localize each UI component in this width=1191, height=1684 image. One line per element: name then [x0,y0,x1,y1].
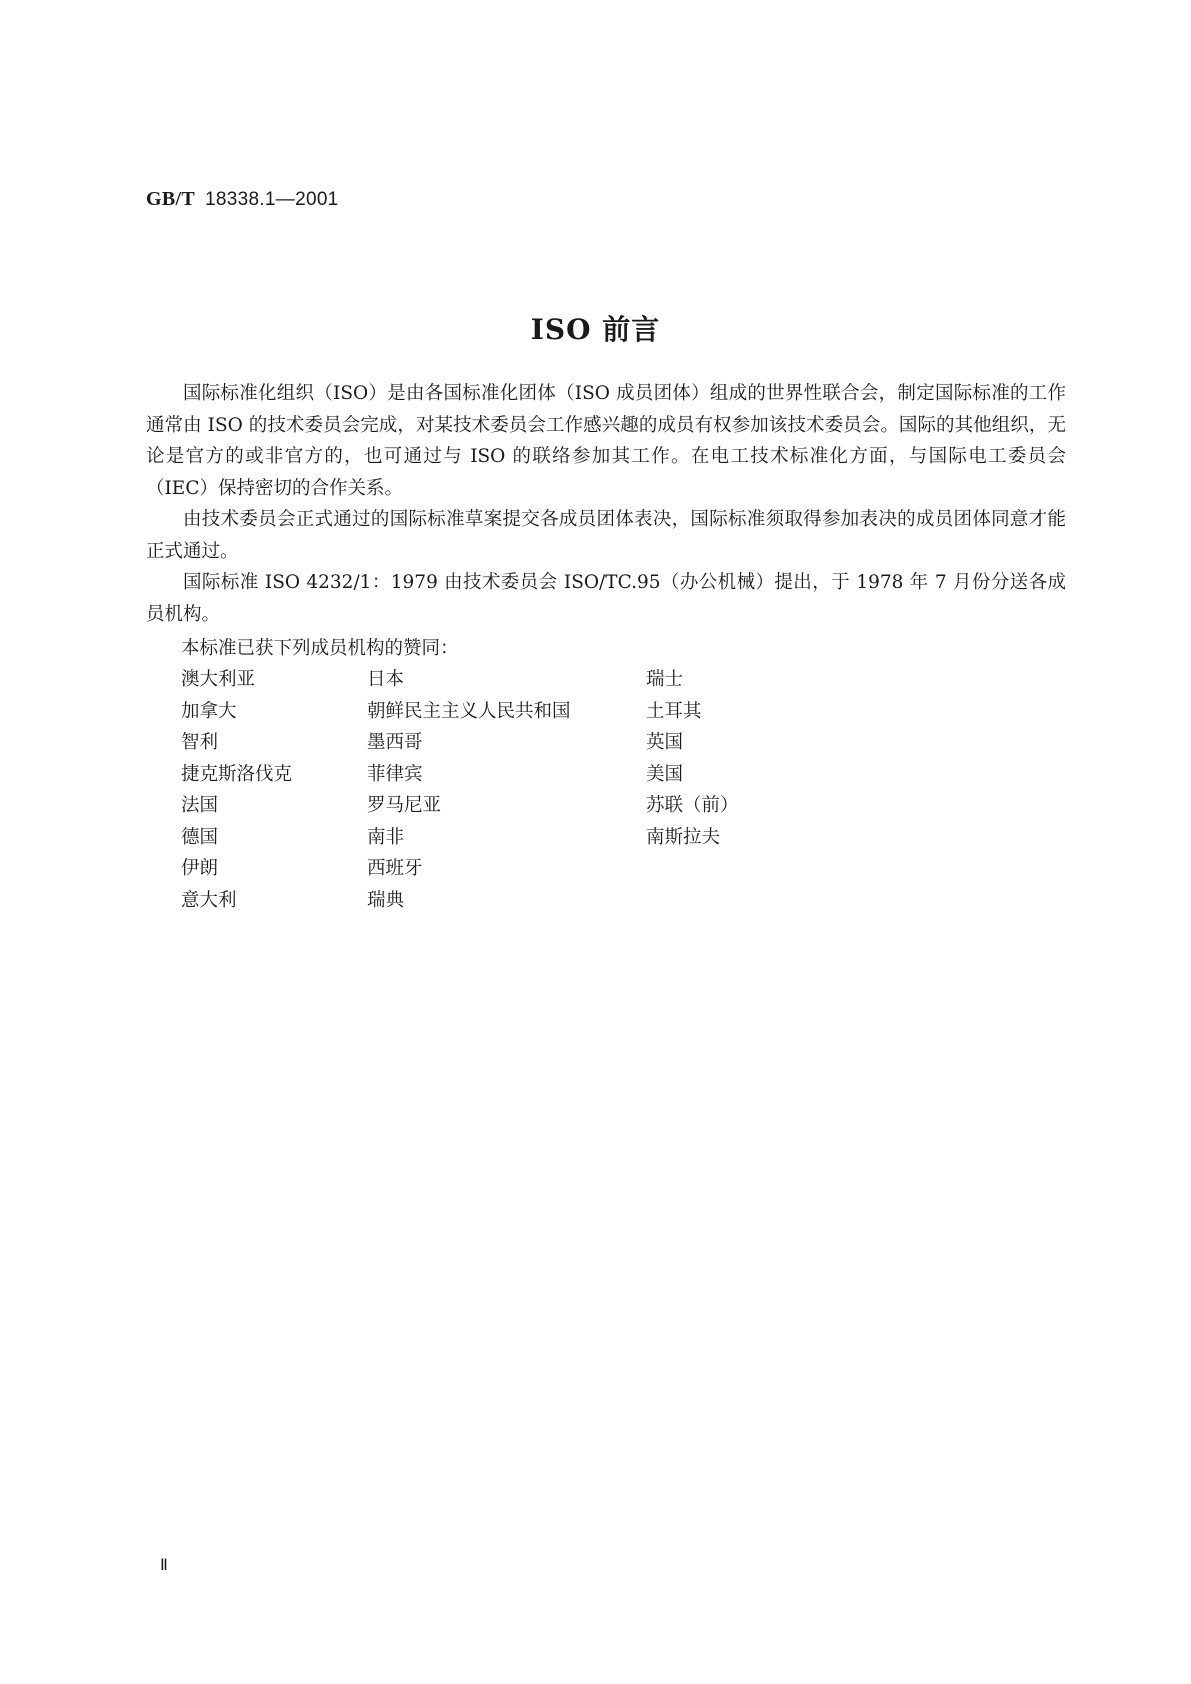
member-item: 墨西哥 [367,732,423,753]
standard-prefix: GB/T [146,188,195,210]
member-item: 朝鲜民主主义人民共和国 [367,700,571,722]
member-item: 智利 [181,732,219,753]
member-item: 南斯拉夫 [646,826,721,848]
member-item: 加拿大 [181,700,237,722]
member-item: 罗马尼亚 [367,795,442,816]
members-intro: 本标准已获下列成员机构的赞同： [181,638,459,659]
member-item: 美国 [646,763,684,785]
paragraph-1: 国际标准化组织（ISO）是由各国标准化团体（ISO 成员团体）组成的世界性联合会，制定国际标准的工作通常由 ISO 的技术委员会完成，对某技术委员会工作感兴趣的成员有权参加该技术委员会。国际的其他组织，无论是官方的或非官方的，也可通过与 ISO 的联络参加其工作。在电工技术标准化方面，与国际电工委员会（IEC）保持密切的合作关系。 [146,383,1066,499]
member-item: 瑞典 [367,889,405,911]
member-item: 日本 [367,669,405,690]
standard-number: 18338.1—2001 [205,189,339,210]
member-item: 西班牙 [367,858,423,879]
member-column-2 [367,664,627,916]
paragraph-2: 由技术委员会正式通过的国际标准草案提交各成员团体表决，国际标准须取得参加表决的成员团体同意才能正式通过。 [146,509,1066,562]
member-item: 南非 [367,826,405,848]
foreword-body [146,378,1066,630]
member-item: 伊朗 [181,858,219,879]
page-title: ISO 前言 [530,313,661,346]
member-item: 苏联（前） [646,795,739,816]
member-column-3 [646,664,906,853]
member-item: 菲律宾 [367,763,423,785]
standard-code [146,188,339,211]
member-item: 英国 [646,732,684,753]
member-item: 德国 [181,826,219,848]
member-item: 意大利 [181,889,237,911]
member-item: 法国 [181,795,219,816]
member-item: 土耳其 [646,700,702,722]
member-item: 捷克斯洛伐克 [181,763,293,785]
paragraph-3: 国际标准 ISO 4232/1：1979 由技术委员会 ISO/TC.95（办公机械）提出，于 1978 年 7 月份分送各成员机构。 [146,572,1066,625]
member-item: 澳大利亚 [181,669,256,690]
member-item: 瑞士 [646,669,684,690]
page-number: Ⅱ [160,1557,168,1574]
